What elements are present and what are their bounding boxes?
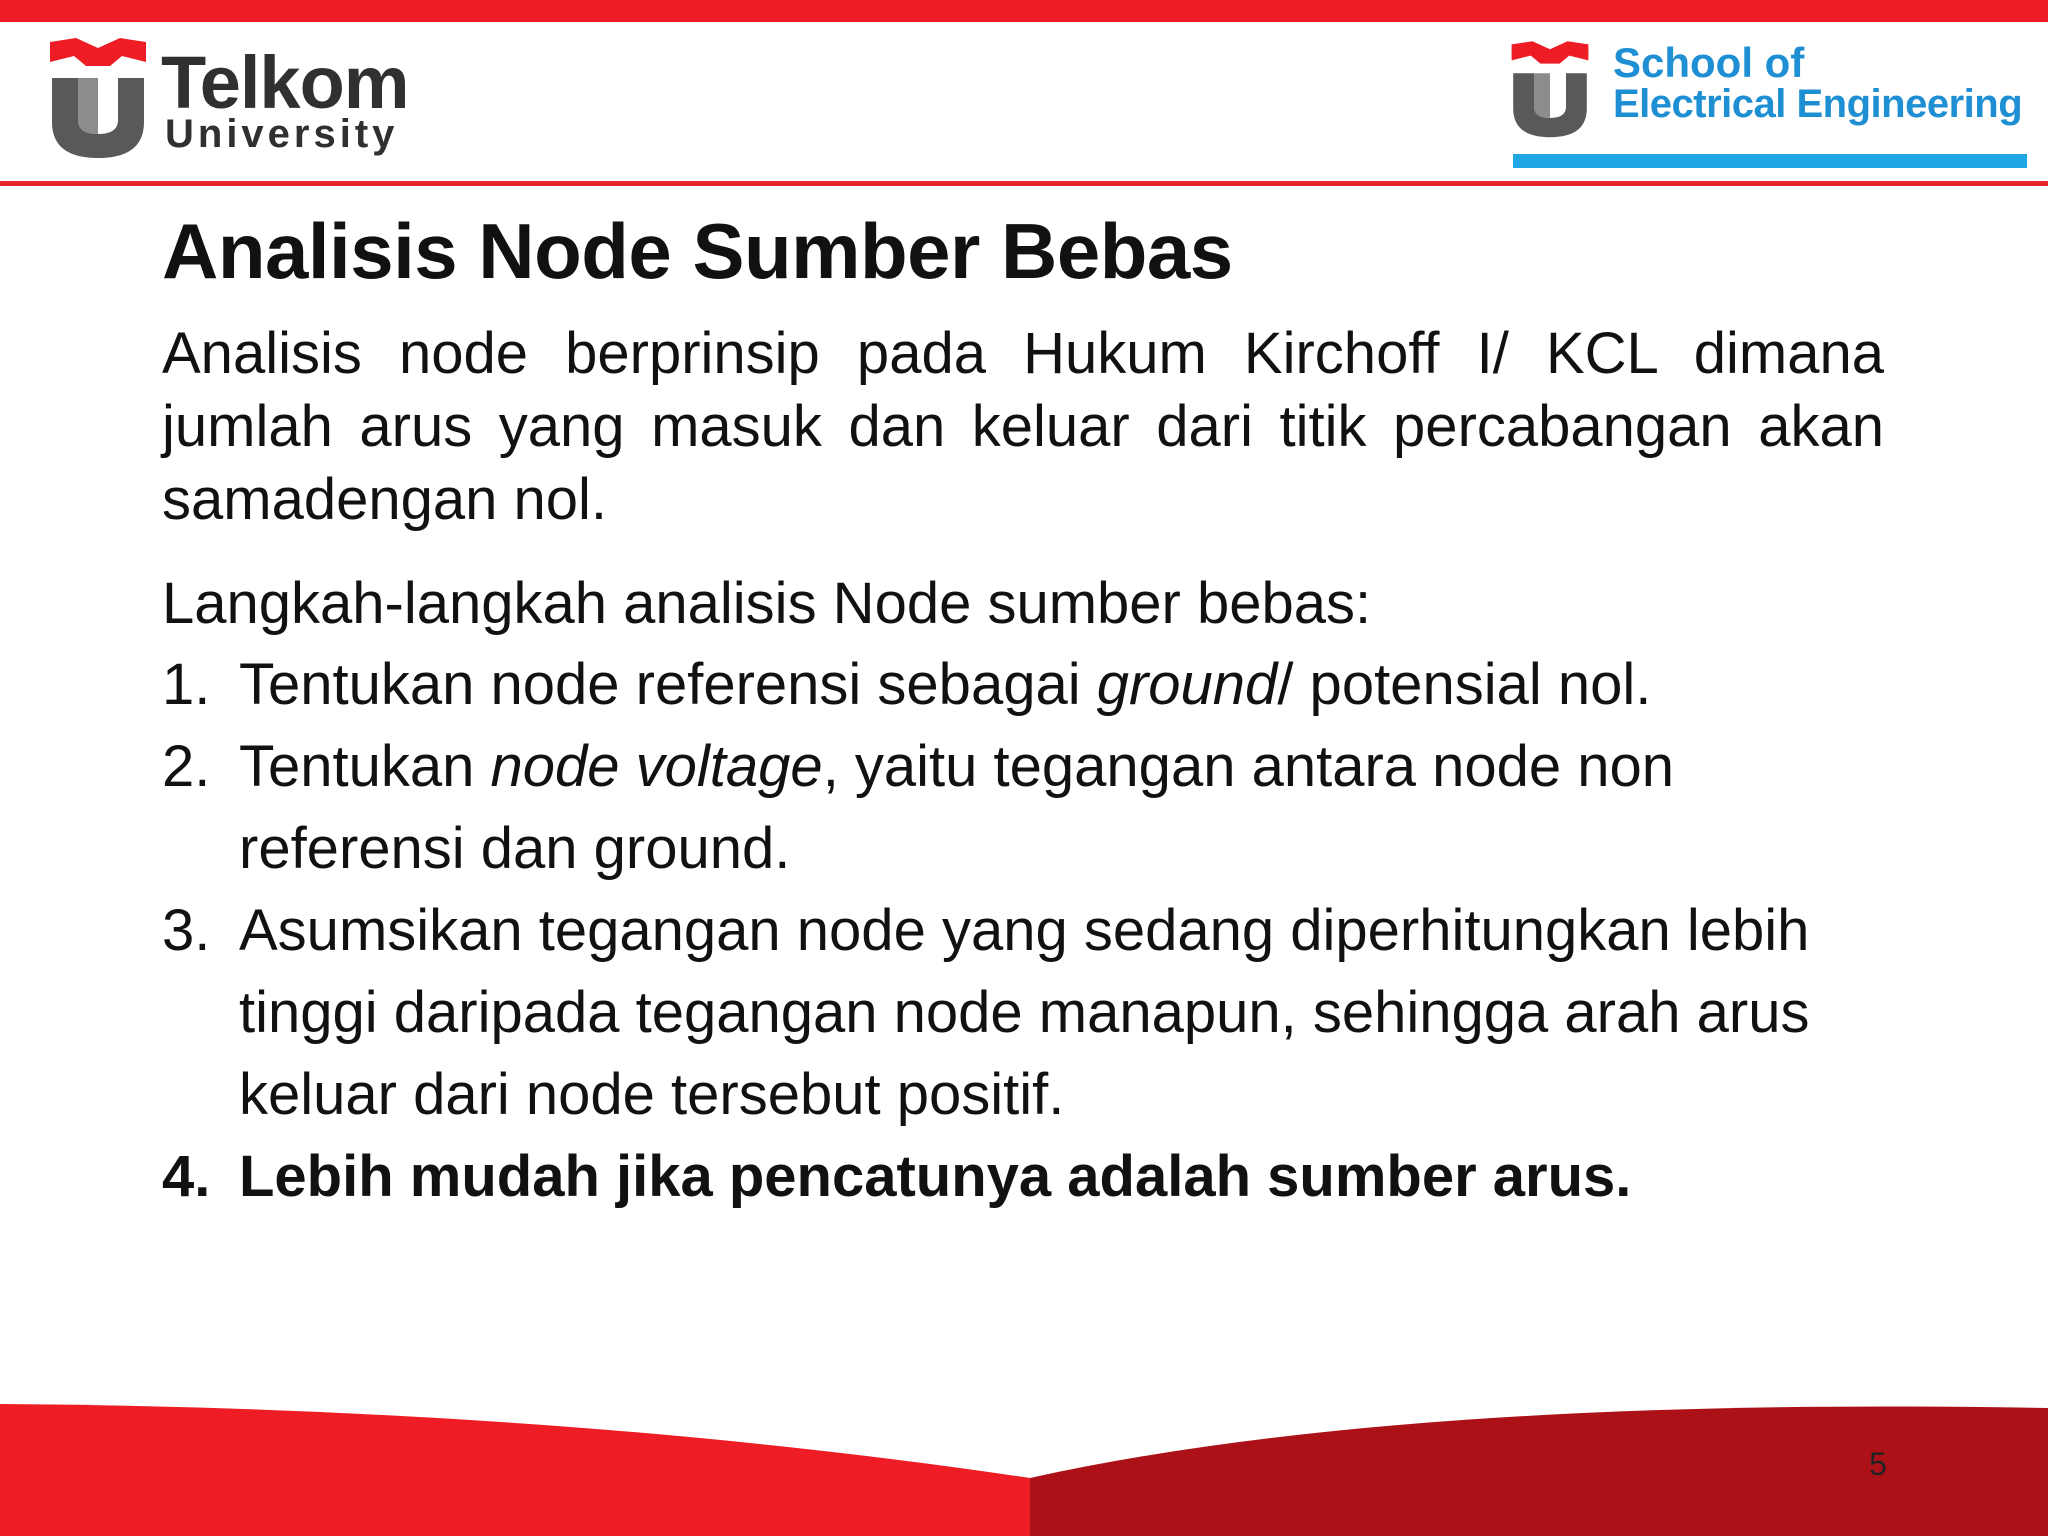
steps-heading: Langkah-langkah analisis Node sumber bebas:: [162, 570, 1372, 636]
intro-paragraph: Analisis node berprinsip pada Hukum Kirchoff I/ KCL dimana jumlah arus yang masuk dan keluar dari titik percabangan akan samadengan nol.: [162, 320, 1884, 532]
university-wordmark: University: [165, 112, 399, 156]
school-of-text: School of: [1613, 39, 1805, 86]
step-item-1: [162, 644, 1884, 726]
step-text: / potensial nol.: [1277, 651, 1652, 717]
step-number: 1.: [162, 651, 211, 717]
step-item-2: [162, 726, 1884, 890]
electrical-engineering-text: Electrical Engineering: [1613, 82, 2023, 126]
top-red-bar: [0, 0, 2048, 22]
step-item-4: [162, 1136, 1884, 1218]
page-number: 5: [1869, 1446, 1887, 1482]
school-u-logo-icon: [1510, 34, 1590, 146]
steps-list: [162, 644, 1884, 1218]
slide-content: [162, 205, 1884, 1218]
step-text: Asumsikan tegangan node yang sedang diperhitungkan lebih tinggi daripada tegangan node manapun, sehingga arah arus keluar dari node tersebut positif.: [239, 897, 1810, 1127]
step-number: 3.: [162, 897, 211, 963]
footer-wave-decoration: [0, 1390, 2048, 1536]
step-number: 2.: [162, 733, 211, 799]
step-number: 4.: [162, 1143, 211, 1209]
telkom-wordmark: Telkom: [161, 41, 409, 124]
step-emphasis: ground: [1096, 651, 1278, 717]
school-blue-bar: [1513, 154, 2027, 168]
telkom-university-logo: [48, 36, 408, 162]
header-divider: [0, 181, 2048, 186]
school-of-electrical-engineering-logo: [1510, 30, 2030, 172]
step-text: , yaitu tegangan antara node non referensi dan ground.: [239, 733, 1675, 881]
step-text: Lebih mudah jika pencatunya adalah sumber arus.: [239, 1143, 1632, 1209]
step-emphasis: node voltage: [490, 733, 823, 799]
slide-title: Analisis Node Sumber Bebas: [162, 207, 1233, 295]
step-text: Tentukan: [239, 733, 491, 799]
telkom-u-logo-icon: [48, 36, 148, 162]
step-text: Tentukan node referensi sebagai: [239, 651, 1097, 717]
step-item-3: [162, 890, 1884, 1136]
